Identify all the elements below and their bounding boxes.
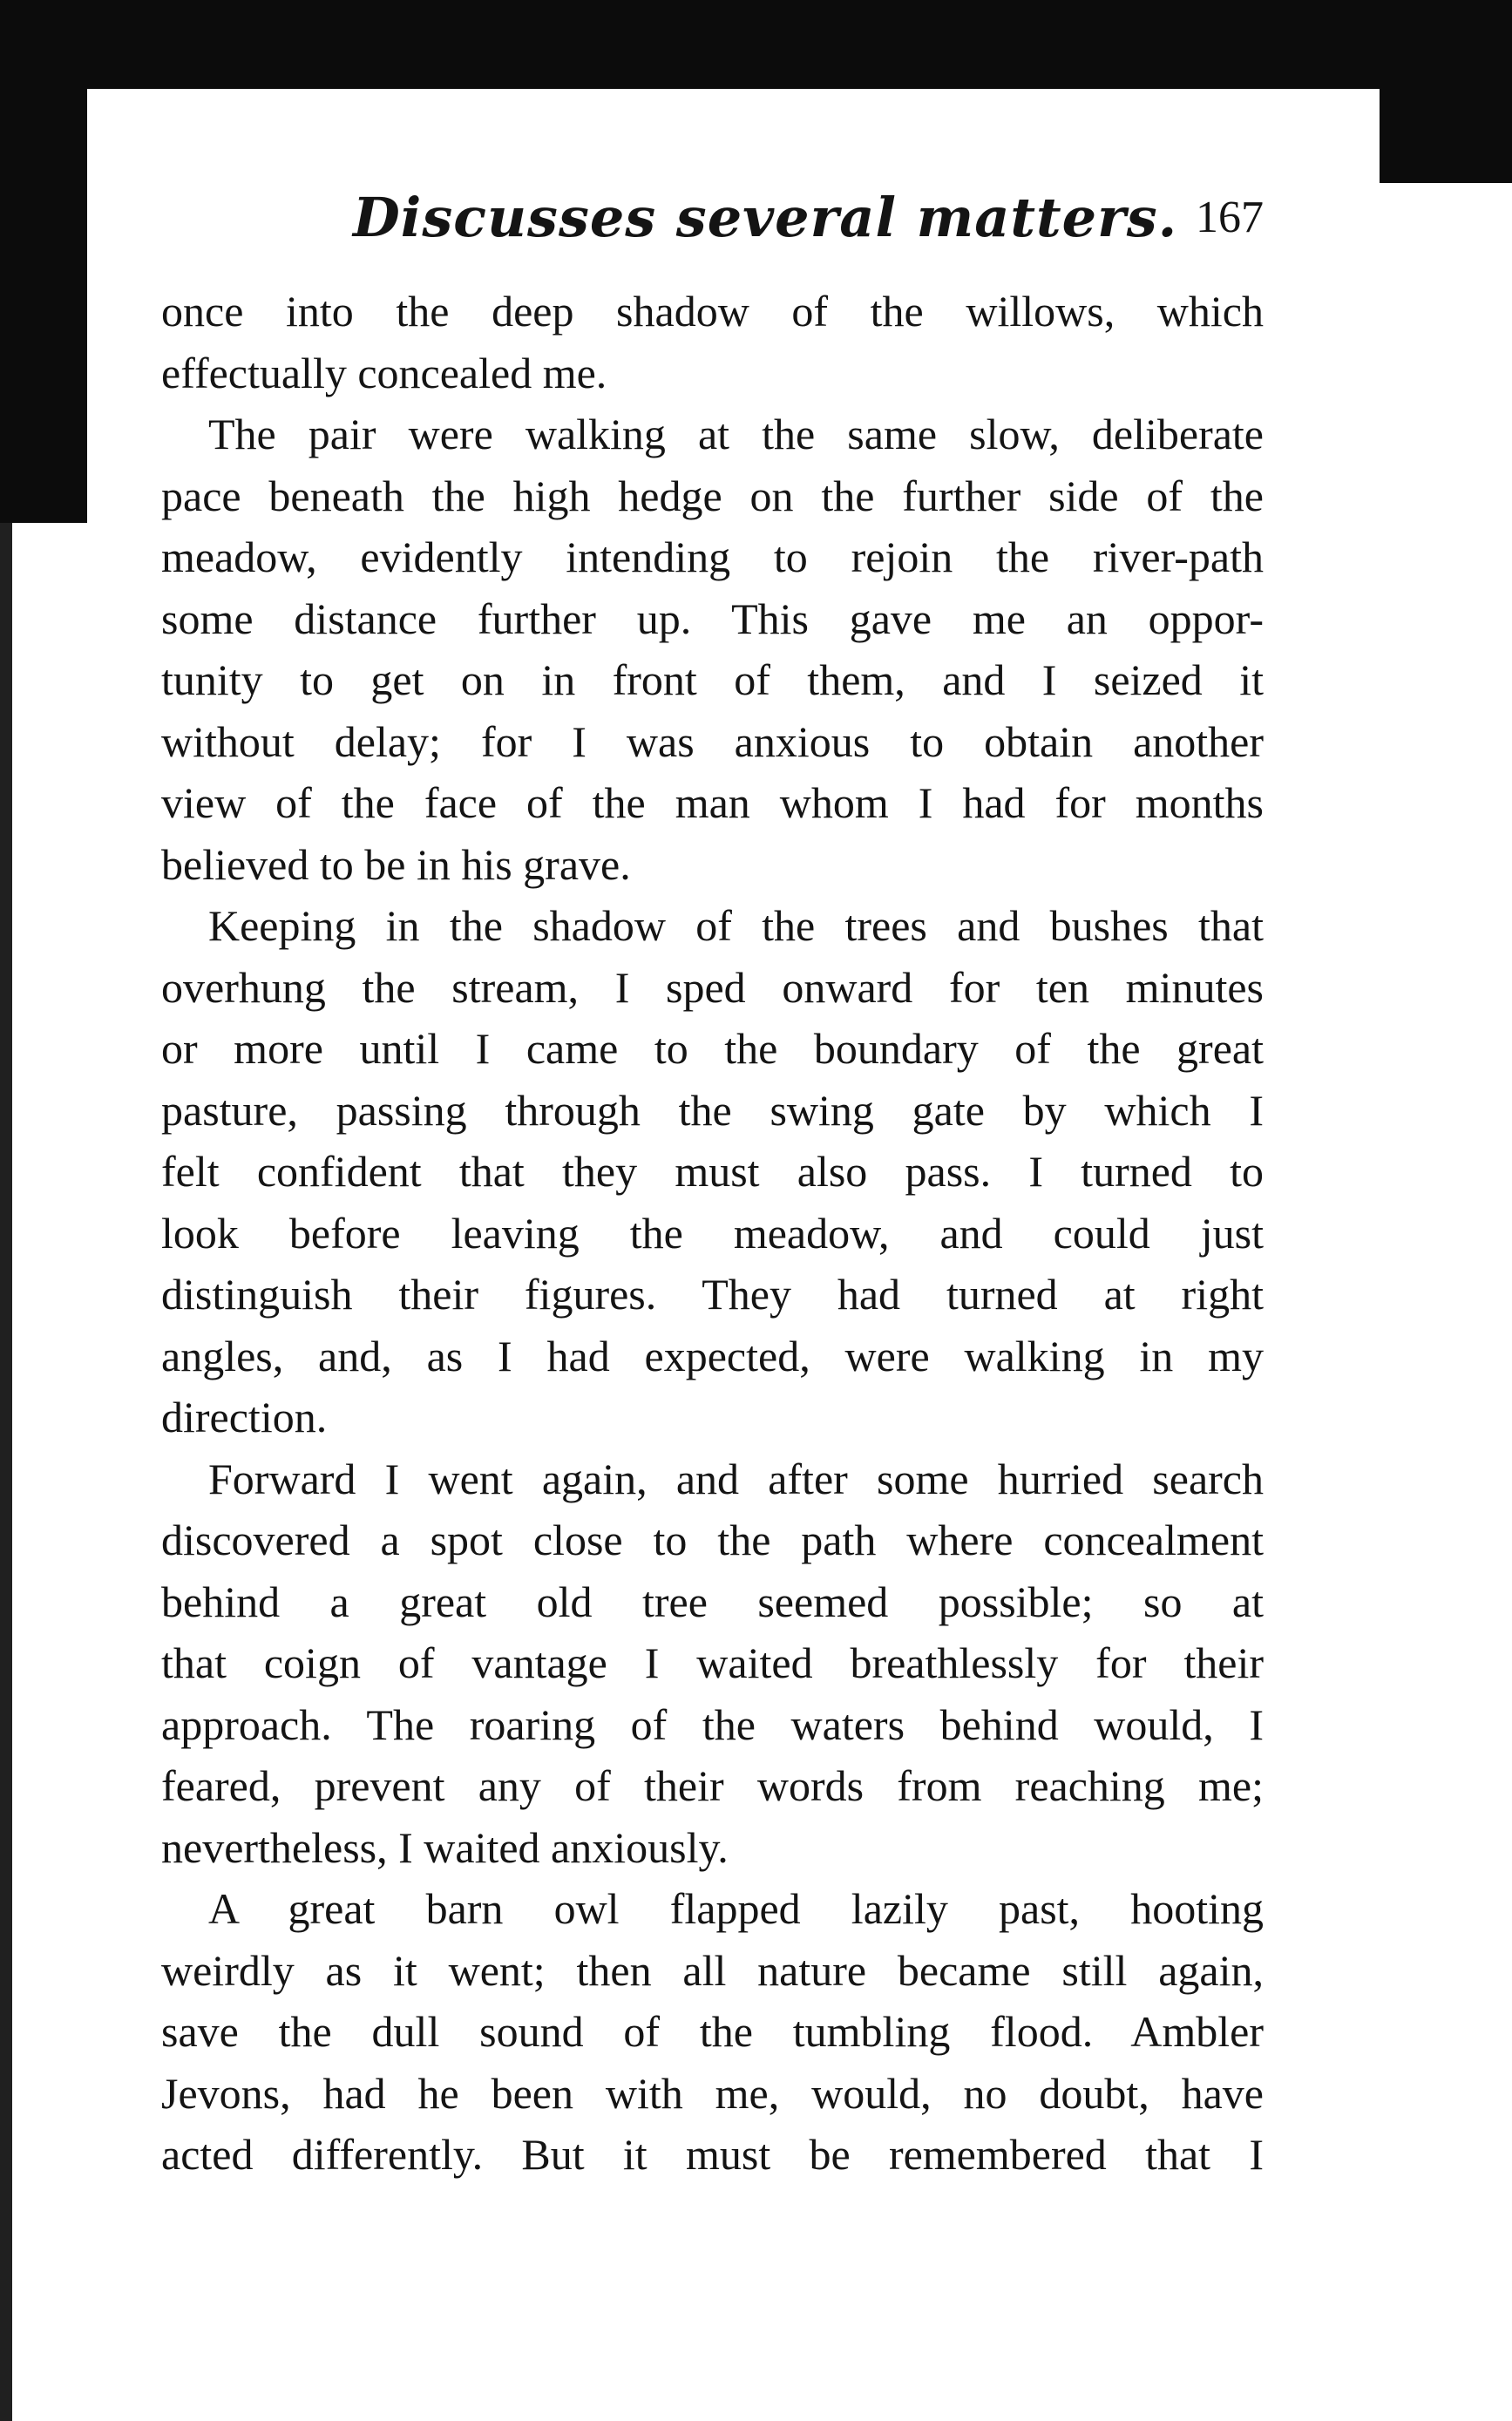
text-line: pasture, passing through the swing gate by which I — [161, 1085, 1264, 1135]
text-line: direction. — [161, 1393, 328, 1441]
text-line: view of the face of the man whom I had for months — [161, 778, 1264, 827]
text-line: weirdly as it went; then all nature became still again, — [161, 1945, 1264, 1995]
text-line: acted differently. But it must be remembered that I — [161, 2130, 1264, 2179]
text-line: The pair were walking at the same slow, deliberate — [208, 410, 1264, 458]
text-line: angles, and, as I had expected, were walking in my — [161, 1331, 1264, 1380]
text-line: or more until I came to the boundary of the great — [161, 1024, 1264, 1073]
page-number: 167 — [1196, 193, 1264, 242]
text-line: nevertheless, I waited anxiously. — [161, 1822, 729, 1872]
paragraph-1 — [161, 281, 1264, 404]
scan-border-right — [1380, 0, 1512, 183]
text-line: pace beneath the high hedge on the further side of the — [161, 471, 1264, 520]
scan-border-left — [0, 0, 87, 523]
text-line: overhung the stream, I sped onward for ten minutes — [161, 962, 1264, 1012]
text-line: Jevons, had he been with me, would, no doubt, have — [161, 2068, 1264, 2118]
page-header — [353, 179, 1264, 257]
text-line: behind a great old tree seemed possible; so at — [161, 1577, 1264, 1626]
text-line: tunity to get on in front of them, and I seized it — [161, 655, 1264, 704]
text-line: Keeping in the shadow of the trees and bushes that — [208, 901, 1264, 950]
body-text — [161, 281, 1264, 2186]
text-line: approach. The roaring of the waters behind would, I — [161, 1699, 1264, 1749]
scan-border-left-edge — [0, 523, 12, 2421]
text-line: discovered a spot close to the path where concealment — [161, 1516, 1264, 1564]
text-line: effectually concealed me. — [161, 348, 607, 397]
text-line: feared, prevent any of their words from reaching me; — [161, 1761, 1264, 1810]
text-line: once into the deep shadow of the willows, which — [161, 287, 1264, 336]
text-line: look before leaving the meadow, and could just — [161, 1208, 1264, 1258]
text-line: save the dull sound of the tumbling flood. Ambler — [161, 2007, 1264, 2056]
text-line: A great barn owl flapped lazily past, hooting — [208, 1884, 1264, 1933]
text-line: Forward I went again, and after some hurried search — [208, 1454, 1264, 1503]
paragraph-5 — [161, 1878, 1264, 2186]
scan-border-top — [0, 0, 1512, 89]
text-line: that coign of vantage I waited breathlessly for their — [161, 1638, 1264, 1687]
paragraph-4 — [161, 1448, 1264, 1879]
text-line: meadow, evidently intending to rejoin the river-path — [161, 532, 1264, 581]
text-line: believed to be in his grave. — [161, 839, 631, 889]
paragraph-2 — [161, 404, 1264, 895]
text-line: some distance further up. This gave me an oppor- — [161, 593, 1264, 643]
paragraph-3 — [161, 895, 1264, 1448]
running-title: Discusses several matters. — [353, 186, 1178, 249]
text-line: felt confident that they must also pass. I turned to — [161, 1147, 1264, 1196]
text-line: without delay; for I was anxious to obtain another — [161, 716, 1264, 766]
text-line: distinguish their figures. They had turned at right — [161, 1270, 1264, 1319]
